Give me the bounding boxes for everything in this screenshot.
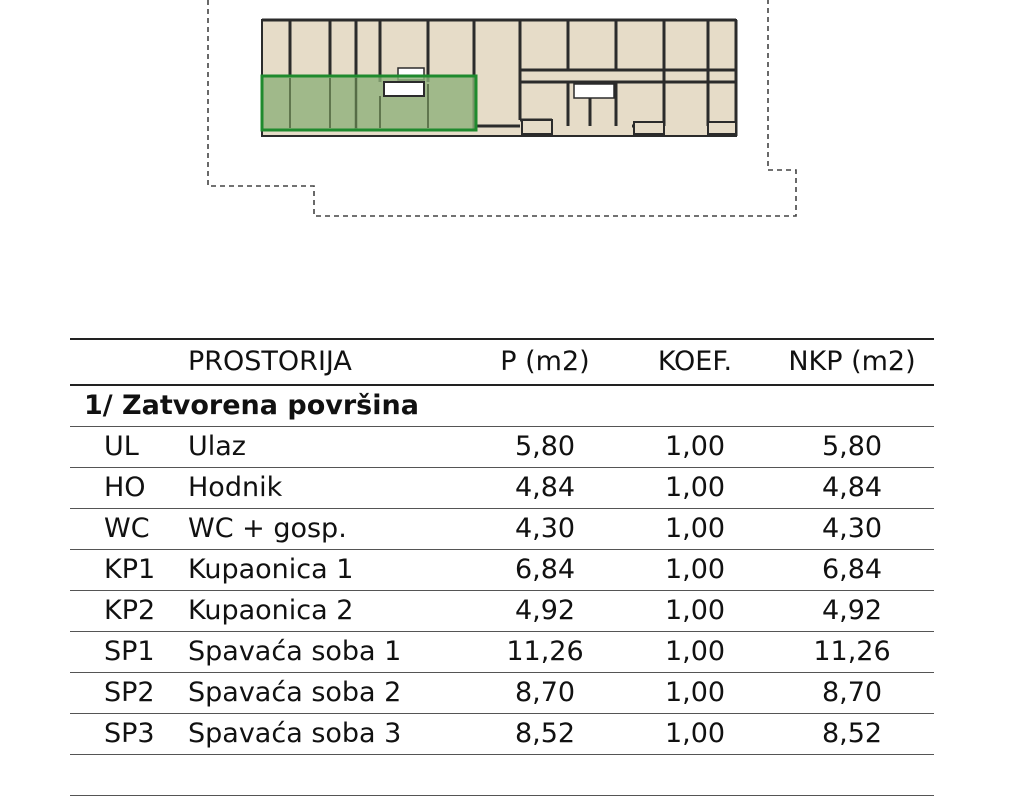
room-code: KP1 [70, 550, 180, 591]
section-title: 1/ Zatvorena površina [70, 385, 934, 427]
table-row [70, 591, 934, 632]
room-name: Ulaz [180, 427, 470, 468]
room-coefficient: 1,00 [620, 550, 770, 591]
room-area: 4,30 [470, 509, 620, 550]
room-coefficient: 1,00 [620, 509, 770, 550]
room-net-area [770, 755, 934, 796]
room-coefficient: 1,00 [620, 673, 770, 714]
room-name: Kupaonica 2 [180, 591, 470, 632]
room-area: 6,84 [470, 550, 620, 591]
table-row [70, 427, 934, 468]
room-name: WC + gosp. [180, 509, 470, 550]
header-area: P (m2) [500, 346, 590, 377]
table-header-row [70, 339, 934, 385]
room-code: SP1 [70, 632, 180, 673]
room-net-area: 4,84 [770, 468, 934, 509]
room-coefficient: 1,00 [620, 468, 770, 509]
table-row [70, 673, 934, 714]
room-code: WC [70, 509, 180, 550]
highlighted-apartment [262, 76, 476, 130]
table-row [70, 509, 934, 550]
room-code: SP3 [70, 714, 180, 755]
room-name [180, 755, 470, 796]
room-coefficient: 1,00 [620, 591, 770, 632]
header-coefficient: KOEF. [657, 346, 733, 377]
room-net-area: 4,30 [770, 509, 934, 550]
room-coefficient: 1,00 [620, 632, 770, 673]
room-coefficient: 1,00 [620, 714, 770, 755]
room-net-area: 4,92 [770, 591, 934, 632]
table-row [70, 755, 934, 796]
table-row [70, 632, 934, 673]
room-code [70, 755, 180, 796]
room-area: 8,52 [470, 714, 620, 755]
table-row [70, 550, 934, 591]
room-area: 4,92 [470, 591, 620, 632]
room-net-area: 11,26 [770, 632, 934, 673]
room-name: Spavaća soba 1 [180, 632, 470, 673]
room-coefficient: 1,00 [620, 427, 770, 468]
room-name: Spavaća soba 2 [180, 673, 470, 714]
table-row [70, 468, 934, 509]
section-row [70, 385, 934, 427]
table-row [70, 714, 934, 755]
room-code: KP2 [70, 591, 180, 632]
header-net-area: NKP (m2) [788, 346, 916, 377]
room-net-area: 8,70 [770, 673, 934, 714]
room-code: HO [70, 468, 180, 509]
room-coefficient [620, 755, 770, 796]
header-code [70, 339, 180, 385]
header-room: PROSTORIJA [188, 346, 352, 377]
room-area [470, 755, 620, 796]
room-name: Spavaća soba 3 [180, 714, 470, 755]
room-name: Hodnik [180, 468, 470, 509]
room-area: 4,84 [470, 468, 620, 509]
room-net-area: 6,84 [770, 550, 934, 591]
room-net-area: 5,80 [770, 427, 934, 468]
room-net-area: 8,52 [770, 714, 934, 755]
room-area: 11,26 [470, 632, 620, 673]
room-code: SP2 [70, 673, 180, 714]
room-area: 5,80 [470, 427, 620, 468]
room-name: Kupaonica 1 [180, 550, 470, 591]
room-area: 8,70 [470, 673, 620, 714]
room-area-table [70, 338, 934, 796]
floor-plan-drawing [0, 0, 1024, 230]
room-code: UL [70, 427, 180, 468]
